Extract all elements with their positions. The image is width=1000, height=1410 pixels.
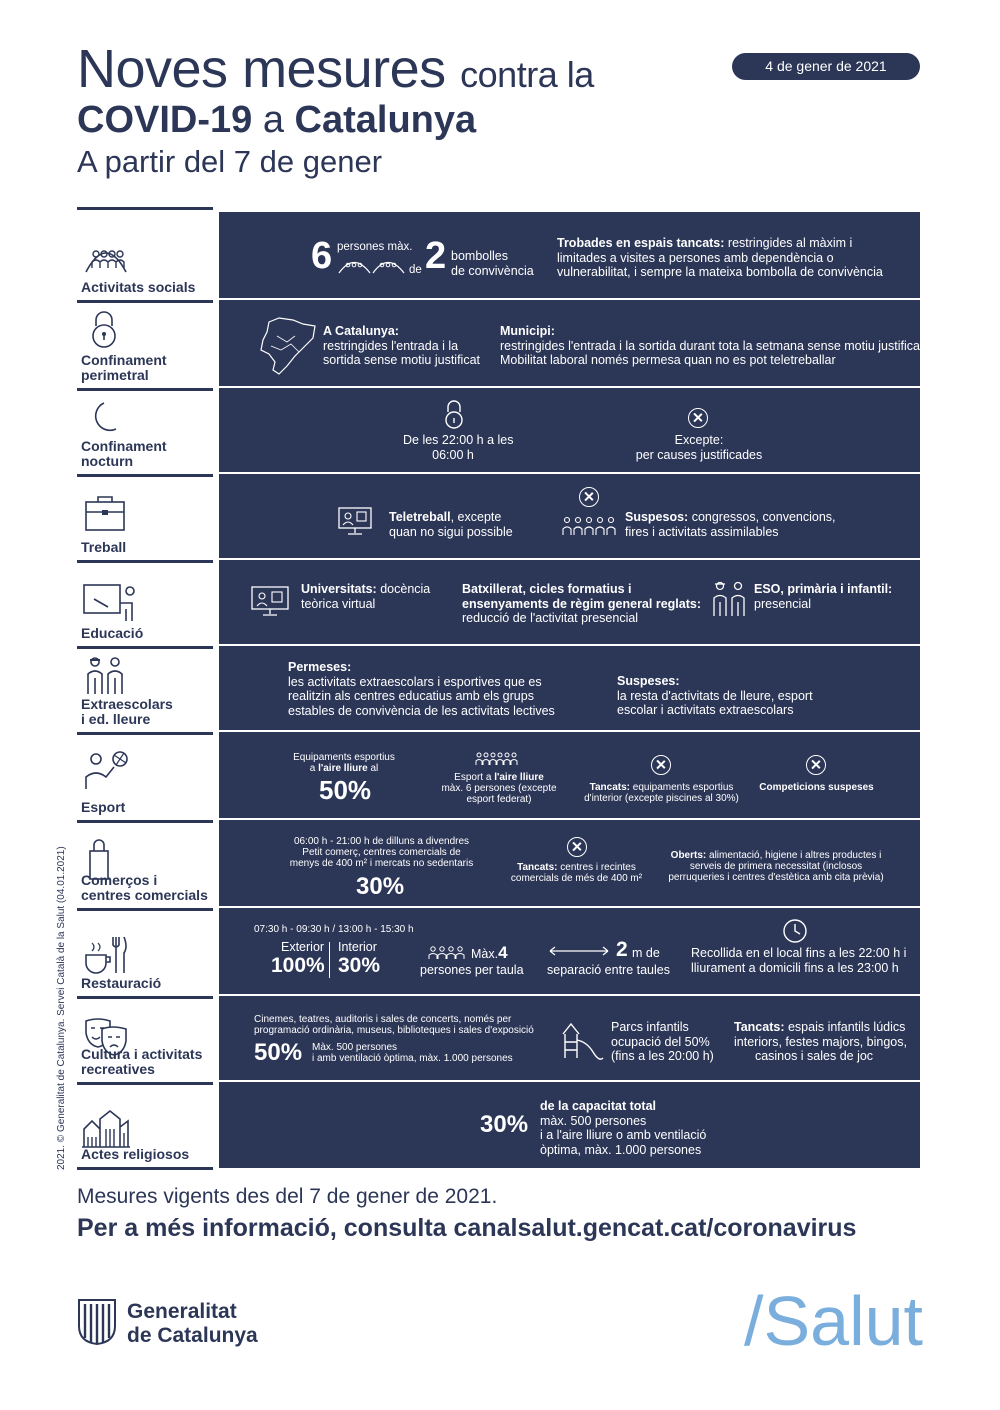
video-call-icon	[251, 586, 289, 618]
video-call-icon	[338, 507, 372, 537]
de-label: de	[409, 264, 422, 276]
label-comercos	[77, 820, 213, 908]
moon-icon	[82, 399, 130, 443]
distance-number: 2	[616, 938, 628, 961]
label-text: Restauració	[81, 975, 162, 991]
oberts-text: Oberts: alimentació, higiene i altres productes i serveis de primera necessitat (inclosos perruqueries i centres d'estètica amb cita prèvia)	[668, 850, 884, 883]
label-treball	[77, 474, 213, 560]
max-persons-number: 6	[311, 235, 333, 277]
vigents-text: Mesures vigents des del 7 de gener de 2021.	[77, 1185, 498, 1208]
tancats-text: Tancats: equipaments esportius d'interior (excepte piscines al 30%)	[584, 782, 739, 804]
label-text: Treball	[81, 539, 127, 555]
teletreball-text: Teletreball, excepte quan no sigui possible	[389, 510, 513, 539]
label-activitats-socials	[77, 207, 213, 300]
tancats-text: Tancats: espais infantils lúdics interiors, festes majors, bingos, casinos i sales de joc	[734, 1020, 907, 1063]
row-cultura	[219, 996, 920, 1080]
hores-text: De les 22:00 h a les 06:00 h	[403, 433, 514, 462]
cross-circle-icon	[651, 755, 671, 775]
date-badge: 4 de gener de 2021	[732, 53, 920, 80]
label-educacio	[77, 560, 213, 646]
row-actes-religiosos	[219, 1082, 920, 1168]
padlock-icon	[82, 308, 130, 352]
cultura-percentage: 50%	[254, 1039, 303, 1066]
divider	[329, 942, 330, 978]
distance-unit: m de	[632, 946, 660, 960]
label-confinament-perimetral	[77, 300, 213, 388]
suspesos-text: Suspesos: congressos, convencions, fires i activitats assimilables	[625, 510, 836, 539]
cross-circle-icon	[806, 755, 826, 775]
bubbles-icon	[338, 256, 406, 274]
group-dome-icon	[82, 232, 130, 276]
label-text: Educació	[81, 625, 144, 641]
religiosos-percentage: 30%	[480, 1111, 529, 1138]
label-cultura	[77, 996, 213, 1082]
tancats-text: Tancats: centres i recintes comercials de més de 400 m²	[510, 862, 643, 884]
max-persons-label: persones màx.	[337, 241, 413, 253]
batxillerat-text: Batxillerat, cicles formatius i ensenyaments de règim general reglats: reducció de l'activitat presencial	[462, 582, 701, 625]
interior-label: Interior	[338, 940, 377, 954]
group-icon	[428, 946, 466, 960]
clock-icon	[782, 918, 808, 944]
label-text: Activitats socials	[81, 279, 196, 295]
cross-circle-icon	[579, 487, 599, 507]
catalunya-text: A Catalunya: restringides l'entrada i la sortida sense motiu justificat	[323, 324, 481, 367]
eso-text: ESO, primària i infantil: presencial	[754, 582, 893, 611]
label-text: Confinament perimetral	[81, 352, 167, 383]
trobades-text: Trobades en espais tancats: restringides al màxim i limitades a visites a persones amb dependència o vulnerabilitat, i sempre la mateixa bombolla de convivència	[557, 236, 883, 279]
cross-circle-icon	[567, 837, 587, 857]
copyright-note: 2021. © Generalitat de Catalunya. Servei Català de la Salut (04.01.2021)	[56, 846, 67, 1170]
permeses-text: Permeses: les activitats extraescolars i esportives que es realitzin als centres educatius amb els grups estables de convivència de les activitats lectives	[288, 660, 555, 718]
label-text: Actes religiosos	[81, 1146, 190, 1162]
label-extraescolars	[77, 646, 213, 732]
exterior-label: Exterior	[281, 940, 325, 954]
distance-arrow-icon	[549, 946, 609, 956]
group-icon	[475, 752, 519, 766]
suspeses-text: Suspeses: la resta d'activitats de lleure, esport escolar i activitats extraescolars	[617, 674, 813, 717]
generalitat-logo-icon	[77, 1298, 117, 1346]
salut-logo: /Salut	[744, 1282, 923, 1360]
catalonia-map-icon	[257, 316, 319, 376]
label-text: Comerços i centres comercials	[81, 872, 208, 903]
athlete-ball-icon	[82, 749, 130, 793]
label-text: Extraescolars i ed. lleure	[81, 696, 173, 727]
horari-restauracio: 07:30 h - 09:30 h / 13:00 h - 15:30 h	[254, 924, 414, 935]
recollida-text: Recollida en el local fins a les 22:00 h i lliurament a domicili fins a les 23:00 h	[691, 946, 907, 975]
briefcase-icon	[82, 492, 130, 536]
padlock-icon	[442, 400, 466, 430]
persones-per-taula: persones per taula	[420, 963, 524, 977]
playground-slide-icon	[559, 1020, 605, 1060]
cultura-max-text: Màx. 500 persones i amb ventilació òptima, màx. 1.000 persones	[312, 1042, 513, 1064]
page-title: Noves mesures contra la	[77, 39, 594, 99]
row-treball	[219, 474, 920, 558]
municipi-text: Municipi: restringides l'entrada i la sortida durant tota la setmana sense motiu justificat. Mobilitat laboral només permesa quan no es pot teletreballar	[500, 324, 927, 367]
cross-circle-icon	[688, 408, 708, 428]
label-actes-religiosos	[77, 1082, 213, 1170]
bubbles-label: bombolles de convivència	[451, 249, 534, 278]
esport-aire-text: Esport a l'aire lliure màx. 6 persones (excepte esport federat)	[441, 772, 557, 805]
exterior-percentage: 100%	[271, 954, 325, 977]
max-per-taula: Màx.4	[471, 943, 508, 962]
church-icon	[82, 1107, 130, 1151]
row-restauracio	[219, 908, 920, 994]
label-text: Esport	[81, 799, 126, 815]
label-restauracio	[77, 908, 213, 996]
label-esport	[77, 732, 213, 820]
audience-icon	[562, 516, 616, 536]
separacio-text: separació entre taules	[547, 963, 670, 977]
children-icon	[82, 654, 130, 698]
bubbles-number: 2	[425, 235, 447, 277]
equipaments-text: Equipaments esportius a l'aire lliure al	[293, 752, 395, 774]
row-comercos	[219, 820, 920, 906]
comerc-percentage: 30%	[356, 873, 405, 900]
aire-lliure-percentage: 50%	[319, 775, 372, 805]
label-text: Confinament nocturn	[81, 438, 167, 469]
children-icon	[711, 580, 747, 618]
label-confinament-nocturn	[77, 388, 213, 474]
teacher-board-icon	[82, 581, 142, 625]
cinemes-text: Cinemes, teatres, auditoris i sales de concerts, només per programació ordinària, museus, biblioteques i sales d'exposició	[254, 1014, 534, 1036]
page-title-line2: COVID-19 a Catalunya	[77, 99, 477, 141]
row-activitats-socials	[219, 212, 920, 298]
cup-cutlery-icon	[82, 933, 130, 977]
row-extraescolars	[219, 646, 920, 730]
row-educacio	[219, 560, 920, 644]
parcs-text: Parcs infantils ocupació del 50% (fins a les 20:00 h)	[611, 1020, 714, 1063]
competicions-text: Competicions suspeses	[759, 782, 874, 793]
row-confinament-perimetral	[219, 300, 927, 386]
generalitat-wordmark: Generalitat de Catalunya	[127, 1300, 258, 1347]
more-info-link[interactable]: Per a més informació, consulta canalsalut.gencat.cat/coronavirus	[77, 1214, 857, 1242]
row-confinament-nocturn	[219, 388, 920, 472]
label-text: Cultura i activitats recreatives	[81, 1046, 203, 1077]
page-subtitle: A partir del 7 de gener	[77, 144, 383, 179]
row-esport	[219, 732, 920, 818]
capacitat-text: de la capacitat total màx. 500 persones i a l'aire lliure o amb ventilació òptima, màx. 1.000 persones	[540, 1099, 707, 1157]
universitats-text: Universitats: docència teòrica virtual	[301, 582, 431, 611]
interior-percentage: 30%	[338, 954, 381, 977]
excepte-text: Excepte: per causes justificades	[635, 433, 763, 462]
horari-comerc-text: 06:00 h - 21:00 h de dilluns a divendres Petit comerç, centres comercials de menys de 400 m² i mercats no sedentaris	[289, 836, 474, 869]
